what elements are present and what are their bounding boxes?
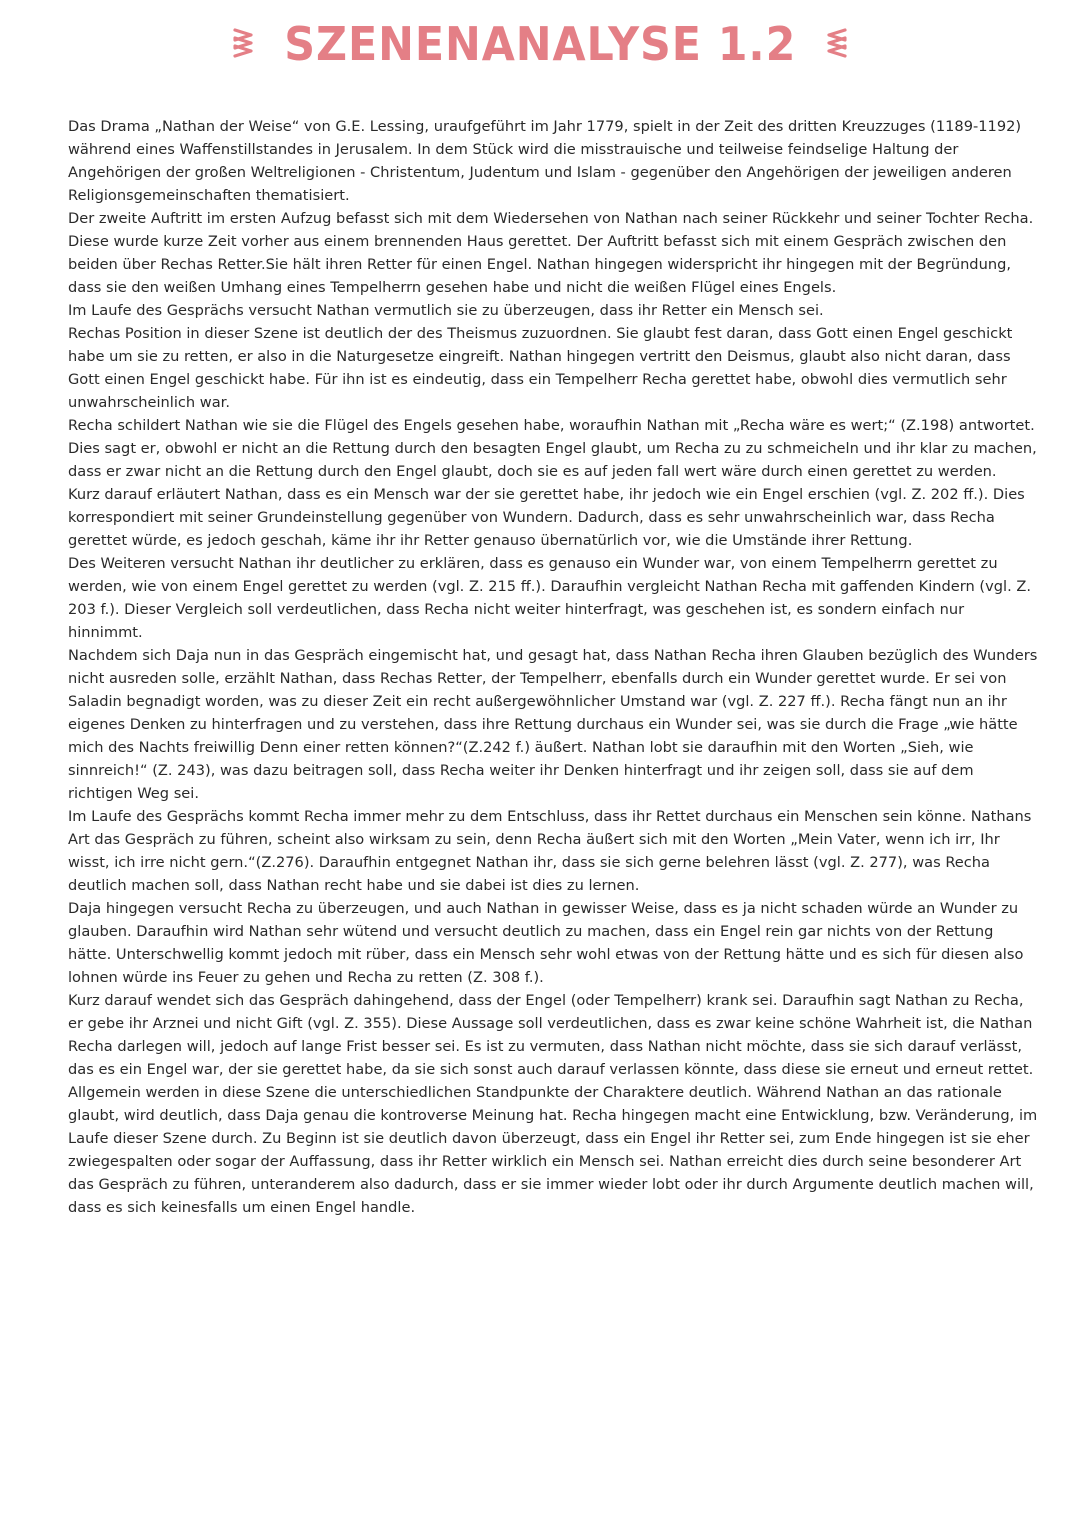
paragraph-recha-conviction: Im Laufe des Gesprächs kommt Recha immer mehr zu dem Entschluss, dass ihr Rettet durchaus ein Menschen sein könne. Nathans Art das Gespräch zu führen, scheint also wirksam zu sein, denn Recha äußert sich mit den Worten „Mein Vater, wenn ich irr, Ihr wisst, ich irre nicht gern.“(Z.276). Daraufhin entgegnet Nathan ihr, dass sie sich gerne belehren lässt (vgl. Z. 277), was Recha deutlich machen soll, dass Nathan recht habe und sie dabei ist dies zu lernen. [68, 808, 1032, 894]
paragraph-scene-summary: Der zweite Auftritt im ersten Aufzug befasst sich mit dem Wiedersehen von Nathan nach seiner Rückkehr und seiner Tochter Recha. Diese wurde kurze Zeit vorher aus einem brennenden Haus gerettet. Der Auftritt befasst sich mit einem Gespräch zwischen den beiden über Rechas Retter.Sie hält ihren Retter für einen Engel. Nathan hingegen widerspricht ihr hingegen mit der Begründung, dass sie den weißen Umhang eines Tempelherrn gesehen habe und nicht die weißen Flügel eines Engels. [68, 210, 1034, 296]
paragraph-miracle-comparison: Des Weiteren versucht Nathan ihr deutlicher zu erklären, dass es genauso ein Wunder war, von einem Tempelherrn gerettet zu werden, wie von einem Engel gerettet zu werden (vgl. Z. 215 ff.). Daraufhin vergleicht Nathan Recha mit gaffenden Kindern (vgl. Z. 203 f.). Dieser Vergleich soll verdeutlichen, dass Recha nicht weiter hinterfragt, was geschehen ist, es sondern einfach nur hinnimmt. [68, 555, 1031, 641]
header [0, 12, 1080, 76]
paragraph-theism-deism: Rechas Position in dieser Szene ist deutlich der des Theismus zuzuordnen. Sie glaubt fest daran, dass Gott einen Engel geschickt habe um sie zu retten, er also in die Naturgesetze eingreift. Nathan hingegen vertritt den Deismus, glaubt also nicht daran, dass Gott einen Engel geschickt habe. Für ihn ist es eindeutig, dass ein Tempelherr Recha gerettet habe, obwohl dies vermutlich sehr unwahrscheinlich war. [68, 325, 1013, 411]
triple-chevron-left-icon [821, 24, 851, 64]
triple-chevron-right-icon [229, 24, 259, 64]
paragraph-recha-wings: Recha schildert Nathan wie sie die Flügel des Engels gesehen habe, woraufhin Nathan mit „Recha wäre es wert;“ (Z.198) antwortet. Dies sagt er, obwohl er nicht an die Rettung durch den besagten Engel glaubt, um Recha zu zu schmeicheln und ihr klar zu machen, dass er zwar nicht an die Rettung durch den Engel glaubt, doch sie es auf jeden fall wert wäre durch einen gerettet zu werden. [68, 417, 1037, 480]
paragraph-human-rescuer: Kurz darauf erläutert Nathan, dass es ein Mensch war der sie gerettet habe, ihr jedoch wie ein Engel erschien (vgl. Z. 202 ff.). Dies korrespondiert mit seiner Grundeinstellung gegenüber von Wundern. Dadurch, dass es sehr unwahrscheinlich war, dass Recha gerettet würde, es jedoch geschah, käme ihr ihr Retter genauso übernatürlich vor, wie die Umstände ihrer Rettung. [68, 486, 1025, 549]
paragraph-intro: Das Drama „Nathan der Weise“ von G.E. Lessing, uraufgeführt im Jahr 1779, spielt in der Zeit des dritten Kreuzzuges (1189-1192) während eines Waffenstillstandes in Jerusalem. In dem Stück wird die misstrauische und teilweise feindselige Haltung der Angehörigen der großen Weltreligionen - Christentum, Judentum und Islam - gegenüber den Angehörigen der jeweiligen anderen Religionsgemeinschaften thematisiert. [68, 118, 1022, 204]
analysis-text [68, 115, 1038, 1219]
paragraph-daja-intervention: Nachdem sich Daja nun in das Gespräch eingemischt hat, und gesagt hat, dass Nathan Recha ihren Glauben bezüglich des Wunders nicht ausreden solle, erzählt Nathan, dass Rechas Retter, der Tempelherr, ebenfalls durch ein Wunder gerettet wurde. Er sei von Saladin begnadigt worden, was zu dieser Zeit ein recht außergewöhnlicher Umstand war (vgl. Z. 227 ff.). Recha fängt nun an ihr eigenes Denken zu hinterfragen und zu verstehen, dass ihre Rettung durchaus ein Wunder sei, was sie durch die Frage „wie hätte mich des Nachts freiwillig Denn einer retten können?“(Z.242 f.) äußert. Nathan lobt sie daraufhin mit den Worten „Sieh, wie sinnreich!“ (Z. 243), was dazu beitragen soll, dass Recha weiter ihr Denken hinterfragt und ihr zeigen soll, dass sie auf dem richtigen Weg sei. [68, 647, 1038, 802]
paragraph-conversation-goal: Im Laufe des Gesprächs versucht Nathan vermutlich sie zu überzeugen, dass ihr Retter ein Mensch sei. [68, 302, 824, 319]
paragraph-conclusion: Allgemein werden in diese Szene die unterschiedlichen Standpunkte der Charaktere deutlich. Während Nathan an das rationale glaubt, wird deutlich, dass Daja genau die kontroverse Meinung hat. Recha hingegen macht eine Entwicklung, bzw. Veränderung, im Laufe dieser Szene durch. Zu Beginn ist sie deutlich davon überzeugt, dass ein Engel ihr Retter sei, zum Ende hingegen ist sie eher zwiegespalten oder sogar der Auffassung, dass ihr Retter wirklich ein Mensch sei. Nathan erreicht dies durch seine besonderer Art das Gespräch zu führen, unteranderem also dadurch, dass er sie immer wieder lobt oder ihr durch Argumente deutlich machen will, dass es sich keinesfalls um einen Engel handle. [68, 1084, 1038, 1216]
paragraph-daja-persuasion: Daja hingegen versucht Recha zu überzeugen, und auch Nathan in gewisser Weise, dass es ja nicht schaden würde an Wunder zu glauben. Daraufhin wird Nathan sehr wütend und versucht deutlich zu machen, dass ein Engel rein gar nichts von der Rettung hätte. Unterschwellig kommt jedoch mit rüber, dass ein Mensch sehr wohl etwas von der Rettung hätte und es sich für diesen also lohnen würde ins Feuer zu gehen und Recha zu retten (Z. 308 f.). [68, 900, 1024, 986]
paragraph-medicine-not-poison: Kurz darauf wendet sich das Gespräch dahingehend, dass der Engel (oder Tempelherr) krank sei. Daraufhin sagt Nathan zu Recha, er gebe ihr Arznei und nicht Gift (vgl. Z. 355). Diese Aussage soll verdeutlichen, dass es zwar keine schöne Wahrheit ist, die Nathan Recha darlegen will, jedoch auf lange Frist besser sei. Es ist zu vermuten, dass Nathan nicht möchte, dass sie sich darauf verlässt, das es ein Engel war, der sie gerettet habe, da sie sich sonst auch darauf verlassen könnte, dass diese sie erneut und erneut rettet. [68, 992, 1034, 1078]
page-title: SZENENANALYSE 1.2 [283, 17, 796, 71]
